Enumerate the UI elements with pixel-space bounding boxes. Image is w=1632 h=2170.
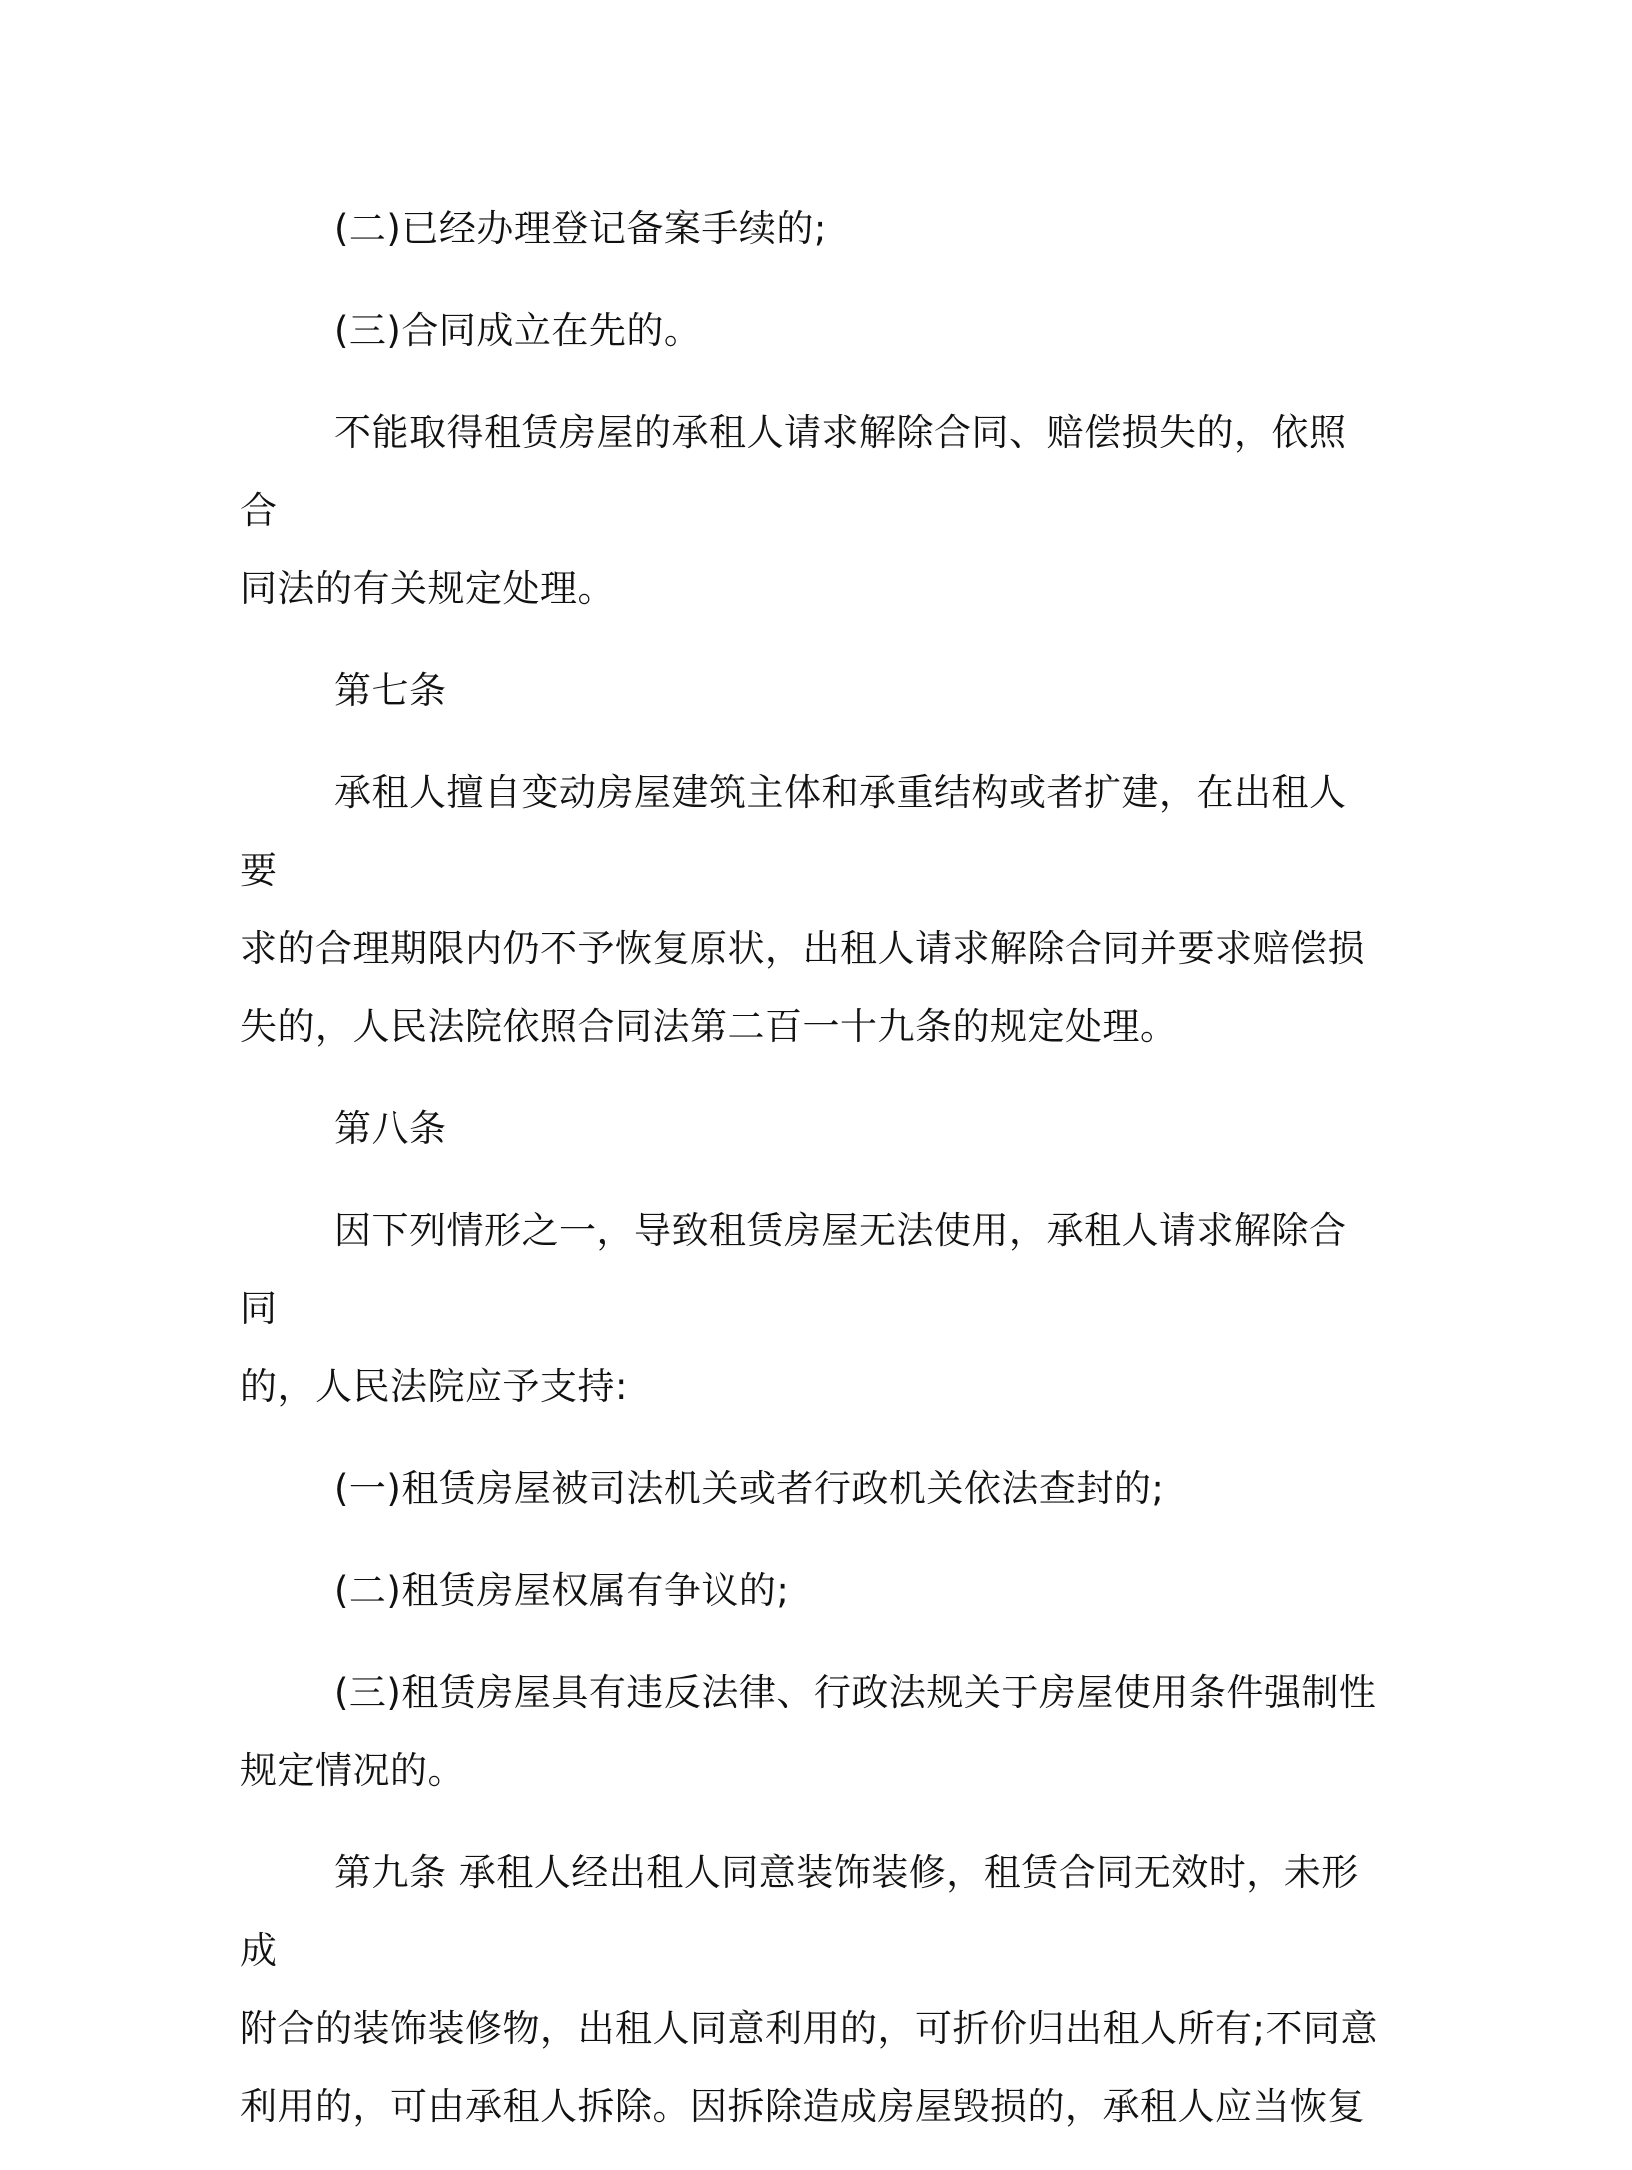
text-line: 同法的有关规定处理。 (240, 567, 615, 610)
text-line: 失的，人民法院依照合同法第二百一十九条的规定处理。 (240, 1005, 1178, 1048)
paragraph-article-seven (240, 754, 1380, 1066)
article-heading-eight (240, 1090, 1380, 1168)
text-line: 因下列情形之一，导致租赁房屋无法使用，承租人请求解除合同 (240, 1209, 1347, 1330)
paragraph-item-one-sealed (240, 1450, 1380, 1528)
paragraph-unable-to-obtain (240, 394, 1380, 628)
paragraph-item-three-contract-first (240, 292, 1380, 370)
text-line: (三)合同成立在先的。 (334, 309, 702, 352)
article-heading-seven (240, 652, 1380, 730)
text-line: 第九条 承租人经出租人同意装饰装修，租赁合同无效时，未形成 (240, 1851, 1359, 1972)
text-line: 规定情况的。 (240, 1749, 465, 1792)
text-line: 求的合理期限内仍不予恢复原状，出租人请求解除合同并要求赔偿损 (240, 927, 1365, 970)
text-line: 承租人擅自变动房屋建筑主体和承重结构或者扩建，在出租人要 (240, 771, 1347, 892)
paragraph-item-two-registered (240, 190, 1380, 268)
text-line: (二)已经办理登记备案手续的; (334, 207, 827, 250)
text-line: (一)租赁房屋被司法机关或者行政机关依法查封的; (334, 1467, 1165, 1510)
paragraph-article-nine (240, 1834, 1380, 2146)
text-line: 的，人民法院应予支持: (240, 1365, 628, 1408)
text-line: 第七条 (334, 669, 447, 712)
paragraph-article-eight (240, 1192, 1380, 1426)
paragraph-item-two-disputed (240, 1552, 1380, 1630)
document-body (240, 190, 1380, 2170)
text-line: (二)租赁房屋权属有争议的; (334, 1569, 790, 1612)
paragraph-item-three-violation (240, 1654, 1380, 1810)
text-line: 第八条 (334, 1107, 447, 1150)
text-line: (三)租赁房屋具有违反法律、行政法规关于房屋使用条件强制性 (334, 1671, 1377, 1714)
text-line: 利用的，可由承租人拆除。因拆除造成房屋毁损的，承租人应当恢复 (240, 2085, 1365, 2128)
text-line: 附合的装饰装修物，出租人同意利用的，可折价归出租人所有;不同意 (240, 2007, 1378, 2050)
text-line: 不能取得租赁房屋的承租人请求解除合同、赔偿损失的，依照合 (240, 411, 1347, 532)
